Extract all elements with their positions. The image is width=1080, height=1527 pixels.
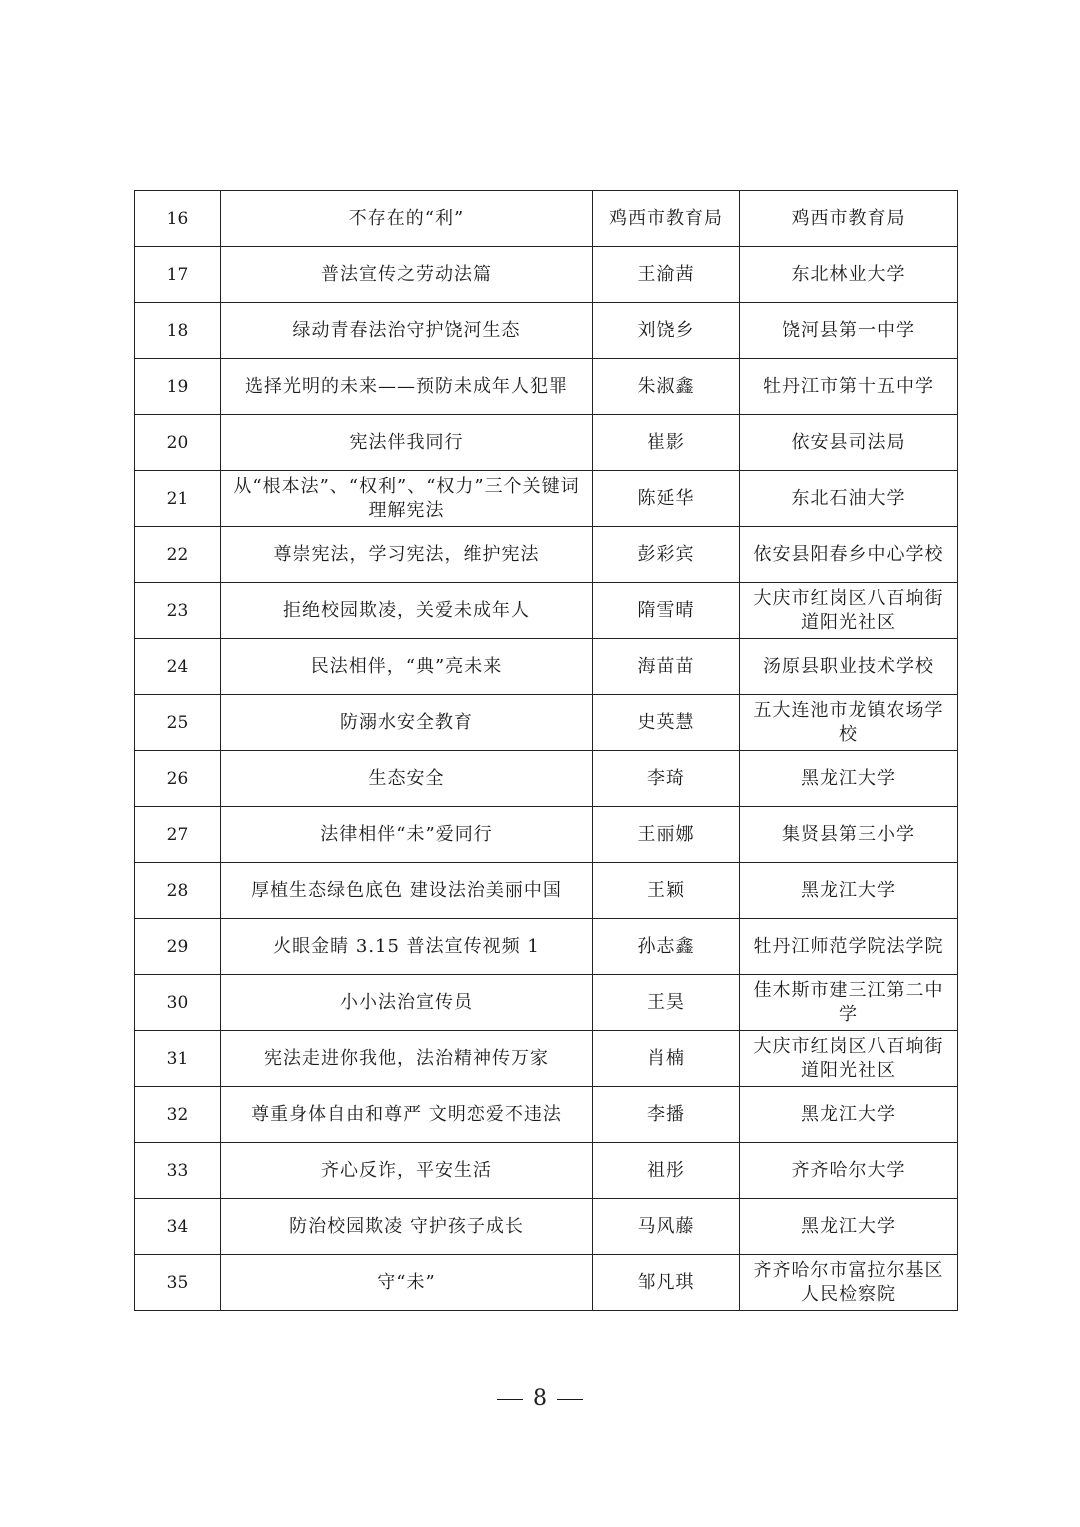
page-number xyxy=(0,1384,1080,1414)
table-row xyxy=(135,919,958,975)
cell-title: 宪法伴我同行 xyxy=(221,415,593,471)
cell-author: 祖彤 xyxy=(593,1143,740,1199)
cell-author: 王昊 xyxy=(593,975,740,1031)
cell-author: 彭彩宾 xyxy=(593,527,740,583)
cell-author: 朱淑鑫 xyxy=(593,359,740,415)
page-number-right-dash xyxy=(557,1399,583,1400)
cell-number: 17 xyxy=(135,247,221,303)
table-row xyxy=(135,695,958,751)
cell-author: 海苗苗 xyxy=(593,639,740,695)
table-row xyxy=(135,359,958,415)
cell-number: 24 xyxy=(135,639,221,695)
cell-unit: 牡丹江师范学院法学院 xyxy=(740,919,958,975)
cell-title: 普法宣传之劳动法篇 xyxy=(221,247,593,303)
cell-title: 拒绝校园欺凌，关爱未成年人 xyxy=(221,583,593,639)
cell-number: 32 xyxy=(135,1087,221,1143)
cell-unit: 依安县司法局 xyxy=(740,415,958,471)
cell-number: 35 xyxy=(135,1255,221,1311)
table-row xyxy=(135,471,958,527)
cell-number: 20 xyxy=(135,415,221,471)
table-row xyxy=(135,1087,958,1143)
cell-title: 尊崇宪法，学习宪法，维护宪法 xyxy=(221,527,593,583)
cell-title: 民法相伴，“典”亮未来 xyxy=(221,639,593,695)
table-row xyxy=(135,751,958,807)
cell-title: 宪法走进你我他，法治精神传万家 xyxy=(221,1031,593,1087)
cell-author: 王颖 xyxy=(593,863,740,919)
cell-unit: 汤原县职业技术学校 xyxy=(740,639,958,695)
page-number-left-dash xyxy=(497,1399,523,1400)
cell-number: 16 xyxy=(135,191,221,247)
cell-unit: 黑龙江大学 xyxy=(740,1199,958,1255)
table-row xyxy=(135,863,958,919)
cell-title: 尊重身体自由和尊严 文明恋爱不违法 xyxy=(221,1087,593,1143)
cell-number: 31 xyxy=(135,1031,221,1087)
cell-number: 28 xyxy=(135,863,221,919)
table-row xyxy=(135,1031,958,1087)
cell-unit: 黑龙江大学 xyxy=(740,1087,958,1143)
cell-unit: 黑龙江大学 xyxy=(740,751,958,807)
cell-number: 25 xyxy=(135,695,221,751)
cell-unit: 黑龙江大学 xyxy=(740,863,958,919)
cell-number: 27 xyxy=(135,807,221,863)
table-row xyxy=(135,583,958,639)
cell-author: 李琦 xyxy=(593,751,740,807)
cell-title: 法律相伴“未”爱同行 xyxy=(221,807,593,863)
cell-number: 33 xyxy=(135,1143,221,1199)
cell-author: 王丽娜 xyxy=(593,807,740,863)
table-row xyxy=(135,1255,958,1311)
page-number-value: 8 xyxy=(533,1386,547,1411)
cell-unit: 佳木斯市建三江第二中学 xyxy=(740,975,958,1031)
cell-number: 18 xyxy=(135,303,221,359)
cell-title: 生态安全 xyxy=(221,751,593,807)
cell-unit: 饶河县第一中学 xyxy=(740,303,958,359)
cell-unit: 齐齐哈尔大学 xyxy=(740,1143,958,1199)
table-row xyxy=(135,1143,958,1199)
cell-unit: 东北林业大学 xyxy=(740,247,958,303)
table-row xyxy=(135,191,958,247)
cell-author: 崔影 xyxy=(593,415,740,471)
cell-title: 守“未” xyxy=(221,1255,593,1311)
cell-title: 防溺水安全教育 xyxy=(221,695,593,751)
cell-title: 从“根本法”、“权利”、“权力”三个关键词理解宪法 xyxy=(221,471,593,527)
table-row xyxy=(135,527,958,583)
cell-title: 小小法治宣传员 xyxy=(221,975,593,1031)
cell-number: 29 xyxy=(135,919,221,975)
cell-number: 19 xyxy=(135,359,221,415)
cell-unit: 五大连池市龙镇农场学校 xyxy=(740,695,958,751)
cell-unit: 鸡西市教育局 xyxy=(740,191,958,247)
cell-author: 李播 xyxy=(593,1087,740,1143)
cell-author: 邹凡琪 xyxy=(593,1255,740,1311)
table-row xyxy=(135,807,958,863)
cell-number: 23 xyxy=(135,583,221,639)
cell-unit: 齐齐哈尔市富拉尔基区人民检察院 xyxy=(740,1255,958,1311)
cell-unit: 东北石油大学 xyxy=(740,471,958,527)
cell-unit: 牡丹江市第十五中学 xyxy=(740,359,958,415)
cell-title: 不存在的“利” xyxy=(221,191,593,247)
cell-number: 21 xyxy=(135,471,221,527)
table-row xyxy=(135,975,958,1031)
cell-title: 火眼金睛 3.15 普法宣传视频 1 xyxy=(221,919,593,975)
cell-title: 绿动青春法治守护饶河生态 xyxy=(221,303,593,359)
cell-unit: 大庆市红岗区八百垧街道阳光社区 xyxy=(740,1031,958,1087)
cell-title: 防治校园欺凌 守护孩子成长 xyxy=(221,1199,593,1255)
cell-unit: 大庆市红岗区八百垧街道阳光社区 xyxy=(740,583,958,639)
cell-author: 马风藤 xyxy=(593,1199,740,1255)
awards-table xyxy=(134,190,958,1311)
cell-author: 陈延华 xyxy=(593,471,740,527)
cell-unit: 集贤县第三小学 xyxy=(740,807,958,863)
table-row xyxy=(135,1199,958,1255)
table-row xyxy=(135,247,958,303)
cell-author: 隋雪晴 xyxy=(593,583,740,639)
cell-title: 齐心反诈，平安生活 xyxy=(221,1143,593,1199)
cell-unit: 依安县阳春乡中心学校 xyxy=(740,527,958,583)
cell-number: 26 xyxy=(135,751,221,807)
cell-title: 厚植生态绿色底色 建设法治美丽中国 xyxy=(221,863,593,919)
table-body xyxy=(135,191,958,1311)
cell-author: 鸡西市教育局 xyxy=(593,191,740,247)
cell-title: 选择光明的未来——预防未成年人犯罪 xyxy=(221,359,593,415)
cell-number: 34 xyxy=(135,1199,221,1255)
cell-number: 22 xyxy=(135,527,221,583)
cell-author: 王渝茜 xyxy=(593,247,740,303)
cell-number: 30 xyxy=(135,975,221,1031)
cell-author: 刘饶乡 xyxy=(593,303,740,359)
table-row xyxy=(135,303,958,359)
table-row xyxy=(135,415,958,471)
cell-author: 肖楠 xyxy=(593,1031,740,1087)
cell-author: 史英慧 xyxy=(593,695,740,751)
cell-author: 孙志鑫 xyxy=(593,919,740,975)
table-row xyxy=(135,639,958,695)
